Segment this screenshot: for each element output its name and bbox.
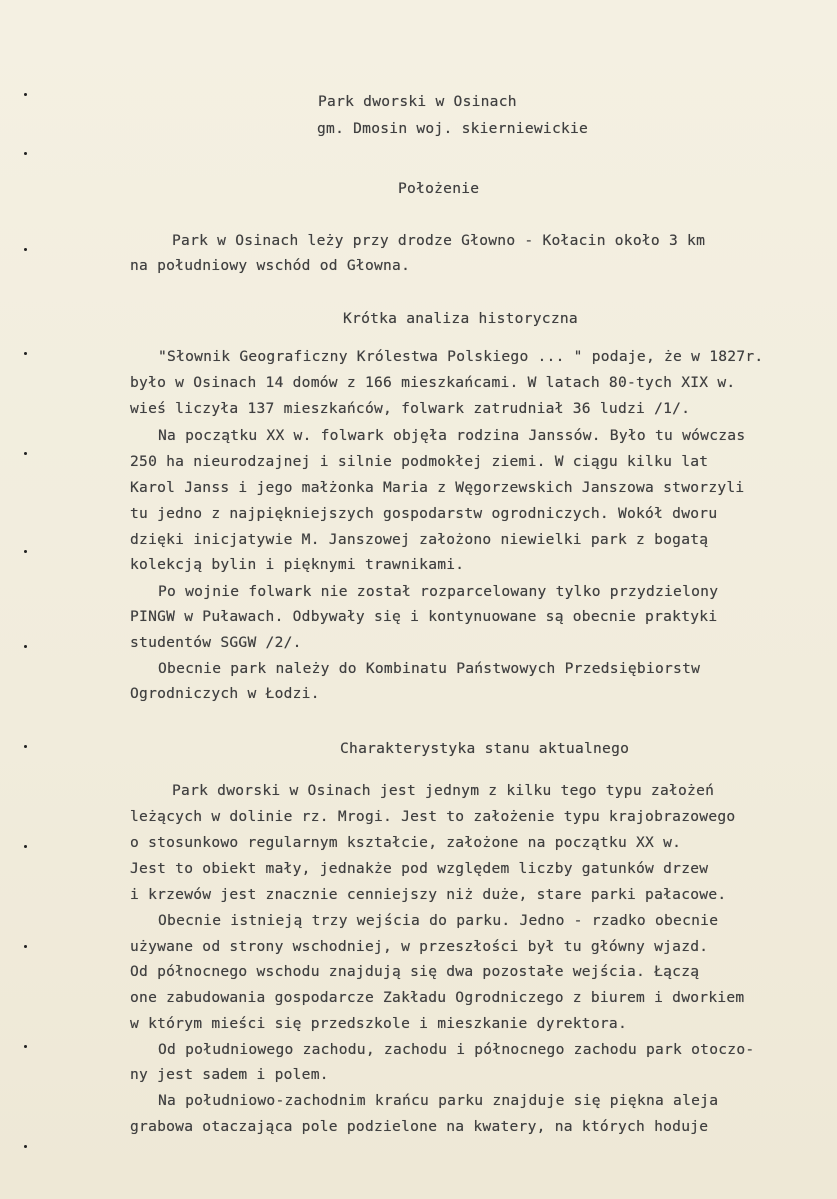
text-line: leżących w dolinie rz. Mrogi. Jest to założenie typu krajobrazowego [130, 808, 736, 825]
margin-dot [24, 845, 27, 848]
section-heading-current-state: Charakterystyka stanu aktualnego [340, 740, 630, 757]
section-heading-history: Krótka analiza historyczna [343, 310, 578, 327]
text-line: i krzewów jest znacznie cenniejszy niż duże, stare parki pałacowe. [130, 886, 727, 903]
text-line: Na południowo-zachodnim krańcu parku znajduje się piękna aleja [158, 1092, 719, 1109]
margin-dot [24, 550, 27, 553]
text-line: na południowy wschód od Głowna. [130, 257, 411, 274]
margin-dot [24, 452, 27, 455]
text-line: kolekcją bylin i pięknymi trawnikami. [130, 556, 465, 573]
margin-dot [24, 93, 27, 96]
document-subtitle: gm. Dmosin woj. skierniewickie [317, 120, 589, 137]
text-line: Obecnie istnieją trzy wejścia do parku. Jedno - rzadko obecnie [158, 912, 719, 929]
text-line: dzięki inicjatywie M. Janszowej założono niewielki park z bogatą [130, 531, 709, 548]
margin-dot [24, 1045, 27, 1048]
margin-dot [24, 352, 27, 355]
text-line: studentów SGGW /2/. [130, 634, 302, 651]
text-line: one zabudowania gospodarcze Zakładu Ogrodniczego z biurem i dworkiem [130, 989, 745, 1006]
text-line: Karol Janss i jego małżonka Maria z Węgorzewskich Janszowa stworzyli [130, 479, 745, 496]
text-line: Ogrodniczych w Łodzi. [130, 685, 320, 702]
text-line: ny jest sadem i polem. [130, 1066, 329, 1083]
text-line: o stosunkowo regularnym kształcie, założone na początku XX w. [130, 834, 682, 851]
margin-dot [24, 1145, 27, 1148]
text-line: Jest to obiekt mały, jednakże pod względem liczby gatunków drzew [130, 860, 709, 877]
text-line: w którym mieści się przedszkole i mieszkanie dyrektora. [130, 1015, 627, 1032]
margin-dot [24, 945, 27, 948]
text-line: używane od strony wschodniej, w przeszłości był tu główny wjazd. [130, 938, 709, 955]
margin-dot [24, 248, 27, 251]
text-line: Na początku XX w. folwark objęła rodzina Janssów. Było tu wówczas [158, 427, 746, 444]
text-line: "Słownik Geograficzny Królestwa Polskiego ... " podaje, że w 1827r. [158, 348, 764, 365]
text-line: 250 ha nieurodzajnej i silnie podmokłej ziemi. W ciągu kilku lat [130, 453, 709, 470]
text-line: tu jedno z najpiękniejszych gospodarstw ogrodniczych. Wokół dworu [130, 505, 718, 522]
text-line: wieś liczyła 137 mieszkańców, folwark zatrudniał 36 ludzi /1/. [130, 400, 691, 417]
text-line: Od południowego zachodu, zachodu i północnego zachodu park otoczo- [158, 1041, 755, 1058]
text-line: Obecnie park należy do Kombinatu Państwowych Przedsiębiorstw [158, 660, 701, 677]
text-line: Park dworski w Osinach jest jednym z kilku tego typu założeń [172, 782, 715, 799]
text-line: PINGW w Puławach. Odbywały się i kontynuowane są obecnie praktyki [130, 608, 718, 625]
margin-dot [24, 645, 27, 648]
document-title: Park dworski w Osinach [318, 93, 517, 110]
text-line: Od północnego wschodu znajdują się dwa pozostałe wejścia. Łączą [130, 963, 700, 980]
text-line: grabowa otaczająca pole podzielone na kwatery, na których hoduje [130, 1118, 709, 1135]
margin-dot [24, 745, 27, 748]
text-line: Po wojnie folwark nie został rozparcelowany tylko przydzielony [158, 583, 719, 600]
text-line: Park w Osinach leży przy drodze Głowno - Kołacin około 3 km [172, 232, 706, 249]
section-heading-polozenie: Położenie [398, 180, 480, 197]
margin-dot [24, 152, 27, 155]
text-line: było w Osinach 14 domów z 166 mieszkańcami. W latach 80-tych XIX w. [130, 374, 736, 391]
